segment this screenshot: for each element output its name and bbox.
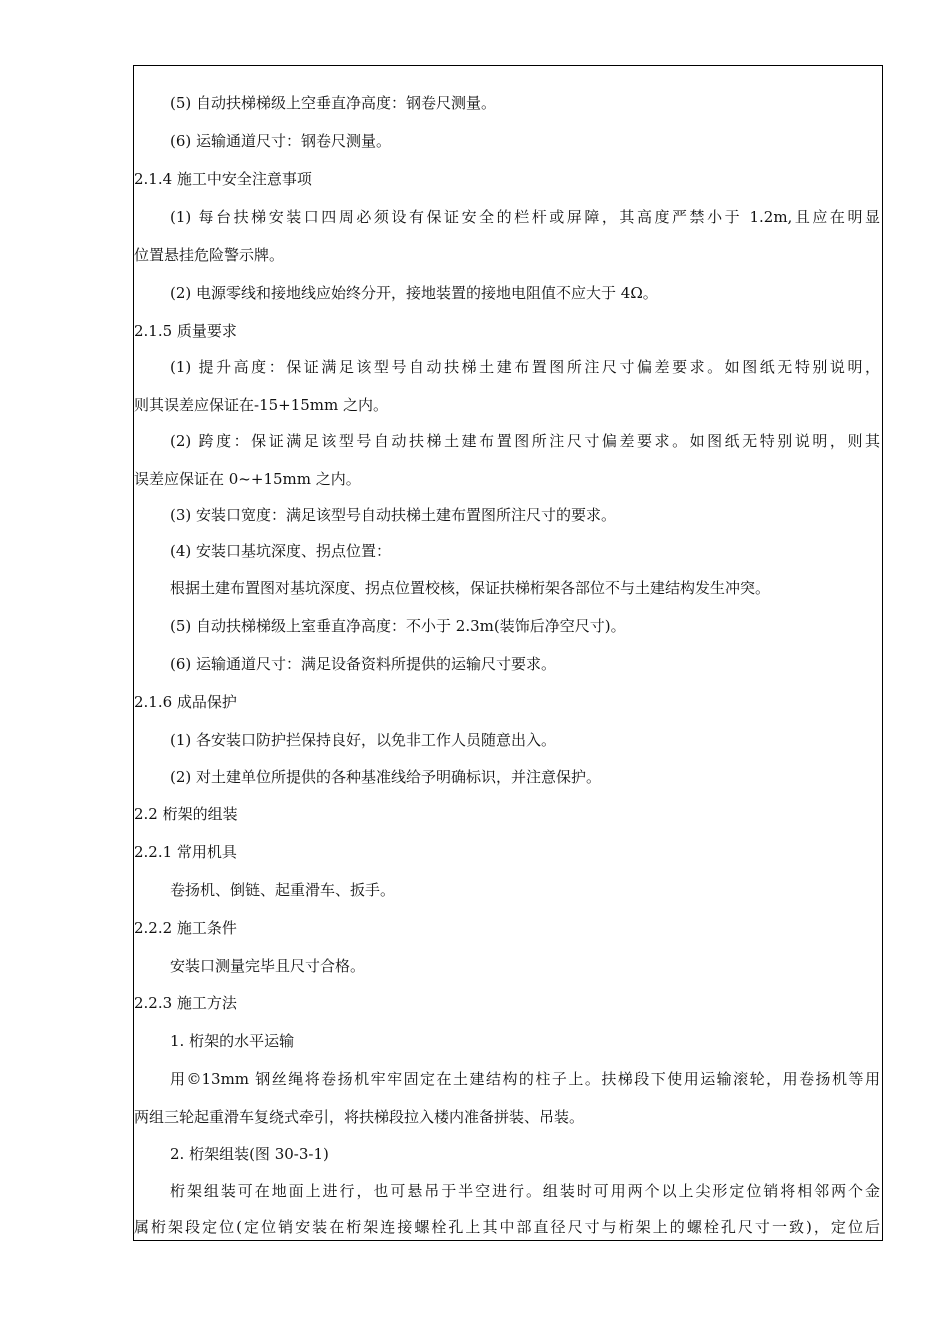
section-heading: 2.2.3 施工方法: [134, 994, 237, 1012]
text-line: 卷扬机、倒链、起重滑车、扳手。: [170, 881, 396, 899]
text-line: (3) 安装口宽度：满足该型号自动扶梯土建布置图所注尺寸的要求。: [170, 506, 617, 524]
text-line: 用©13mm 钢丝绳将卷扬机牢牢固定在土建结构的柱子上。扶梯段下使用运输滚轮，用卷扬机等用: [170, 1070, 880, 1088]
text-line: 1. 桁架的水平运输: [170, 1032, 295, 1050]
text-line: 桁架组装可在地面上进行，也可悬吊于半空进行。组装时可用两个以上尖形定位销将相邻两个金: [170, 1182, 880, 1200]
text-line: 属桁架段定位(定位销安装在桁架连接螺栓孔上其中部直径尺寸与桁架上的螺栓孔尺寸一致)，定位后: [134, 1218, 880, 1236]
text-line: 安装口测量完毕且尺寸合格。: [170, 957, 366, 975]
text-line: (4) 安装口基坑深度、拐点位置：: [170, 542, 392, 560]
text-line: 两组三轮起重滑车复绕式牵引，将扶梯段拉入楼内准备拼装、吊装。: [134, 1108, 585, 1126]
text-line: (6) 运输通道尺寸：满足设备资料所提供的运输尺寸要求。: [170, 655, 557, 673]
text-line: 则其误差应保证在-15+15mm 之内。: [134, 396, 389, 414]
section-heading: 2.1.4 施工中安全注意事项: [134, 170, 312, 188]
section-heading: 2.2.2 施工条件: [134, 919, 237, 937]
text-line: (1) 提升高度：保证满足该型号自动扶梯土建布置图所注尺寸偏差要求。如图纸无特别说明，: [170, 358, 880, 376]
section-heading: 2.2.1 常用机具: [134, 843, 237, 861]
text-line: 位置悬挂危险警示牌。: [134, 246, 285, 264]
text-line: (6) 运输通道尺寸：钢卷尺测量。: [170, 132, 392, 150]
text-line: (1) 每台扶梯安装口四周必须设有保证安全的栏杆或屏障，其高度严禁小于 1.2m,且应在明显: [170, 208, 880, 226]
text-line: (2) 跨度：保证满足该型号自动扶梯土建布置图所注尺寸偏差要求。如图纸无特别说明，则其: [170, 432, 880, 450]
text-line: (2) 电源零线和接地线应始终分开，接地装置的接地电阻值不应大于 4Ω。: [170, 284, 658, 302]
text-line: (1) 各安装口防护拦保持良好，以免非工作人员随意出入。: [170, 731, 557, 749]
section-heading: 2.1.6 成品保护: [134, 693, 237, 711]
section-heading: 2.1.5 质量要求: [134, 322, 237, 340]
text-line: 2. 桁架组装(图 30-3-1): [170, 1145, 329, 1163]
text-line: (5) 自动扶梯梯级上空垂直净高度：钢卷尺测量。: [170, 94, 497, 112]
document-table-border: [133, 65, 883, 1241]
text-line: 误差应保证在 0~+15mm 之内。: [134, 470, 361, 488]
text-line: 根据土建布置图对基坑深度、拐点位置校核，保证扶梯桁架各部位不与土建结构发生冲突。: [170, 579, 771, 597]
section-heading: 2.2 桁架的组装: [134, 805, 238, 823]
text-line: (5) 自动扶梯梯级上室垂直净高度：不小于 2.3m(装饰后净空尺寸)。: [170, 617, 626, 635]
text-line: (2) 对土建单位所提供的各种基准线给予明确标识，并注意保护。: [170, 768, 602, 786]
